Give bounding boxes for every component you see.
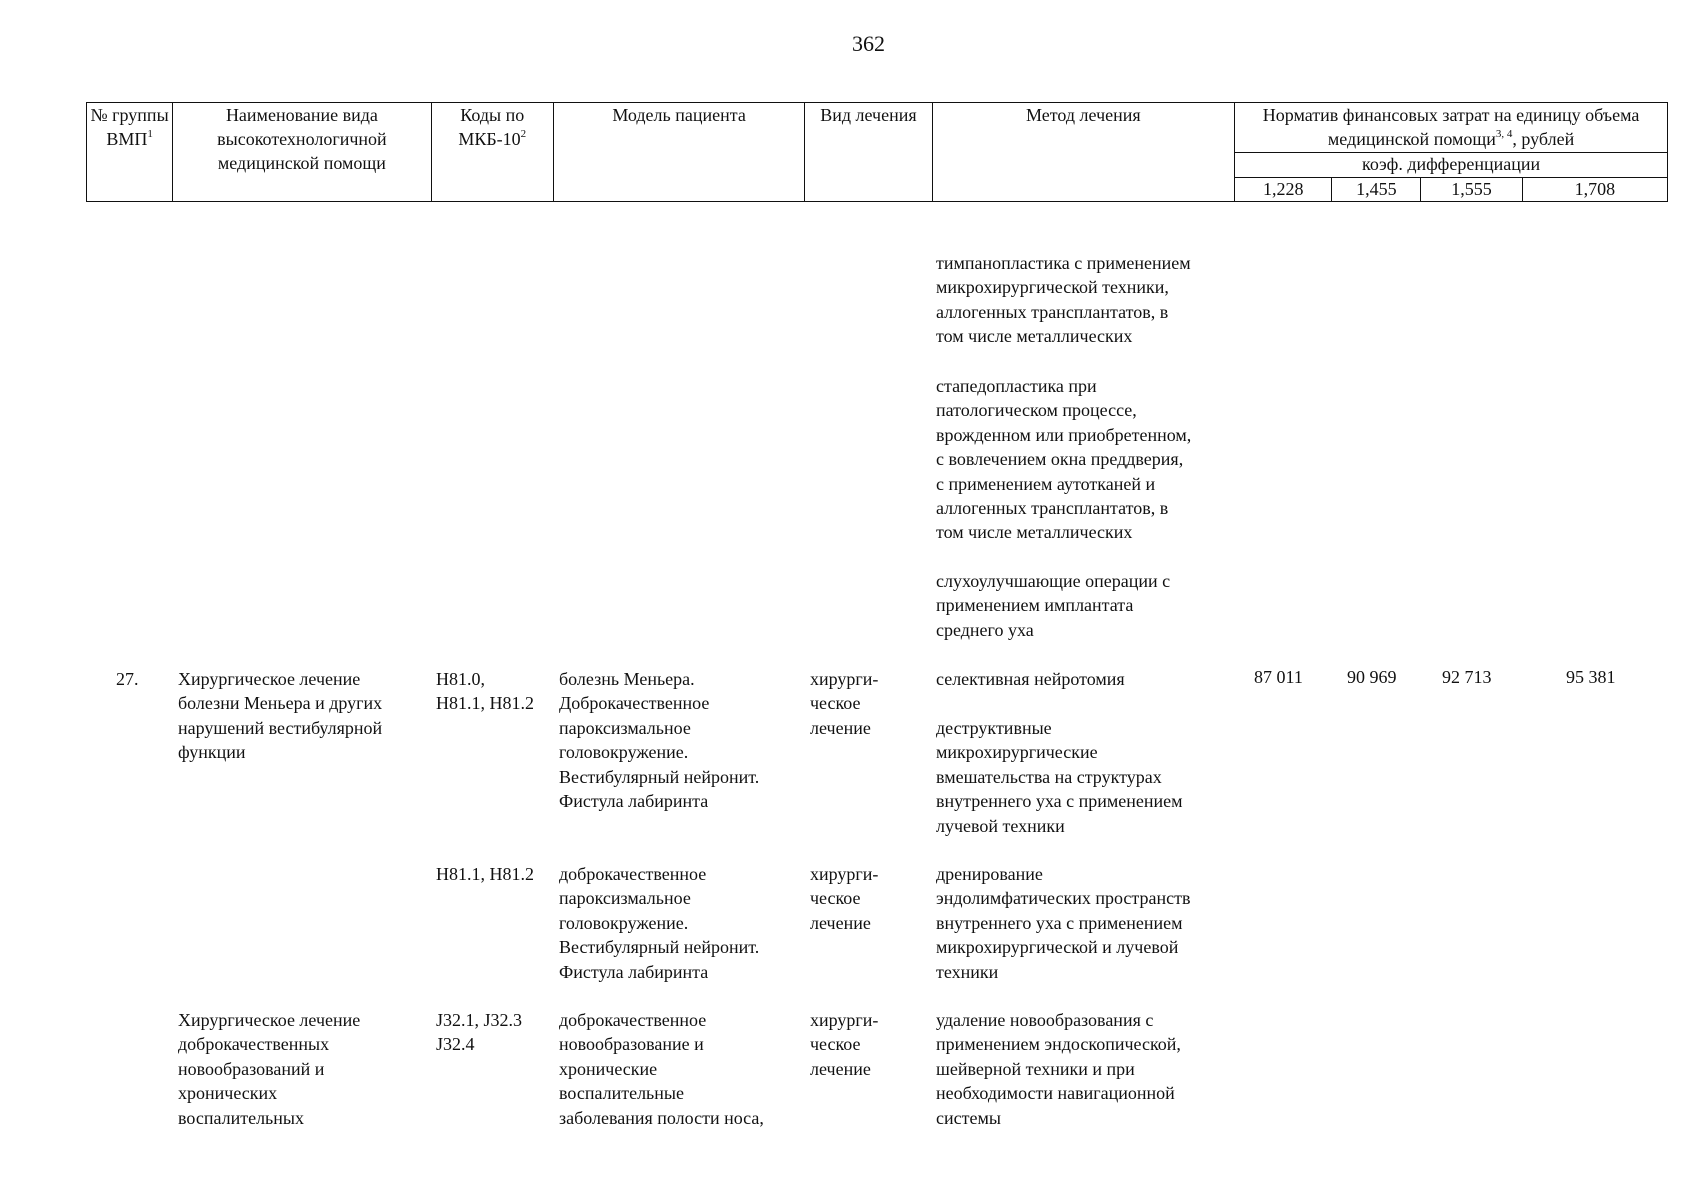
- row1-cost-4: 95 381: [1566, 667, 1616, 687]
- group-27-name: Хирургическое лечение болезни Меньера и других нарушений вестибулярной функции: [178, 669, 383, 763]
- row3-treatment: хирурги- ческое лечение: [810, 1010, 879, 1079]
- group-27-number: 27.: [116, 669, 139, 689]
- row3-method: удаление новообразования с применением эндоскопической, шейверной техники и при необходимости навигационной системы: [936, 1010, 1181, 1128]
- row1-model: болезнь Меньера. Доброкачественное пароксизмальное головокружение. Вестибулярный нейронит. Фистула лабиринта: [559, 669, 760, 812]
- header-norm: Норматив финансовых затрат на единицу объема медицинской помощи$^{3, 4}$, рублей: [1235, 103, 1668, 153]
- table-header: [86, 102, 1668, 202]
- header-treatment-type: Вид лечения: [805, 103, 932, 202]
- row1-codes: H81.0, H81.1, H81.2: [436, 669, 534, 714]
- header-method: Метод лечения: [932, 103, 1235, 202]
- row1-cost-1: 87 011: [1254, 667, 1303, 687]
- header-group-no: № группы ВМП$^1$: [87, 103, 173, 202]
- header-coef-2: 1,455: [1332, 178, 1421, 202]
- header-name: Наименование вида высокотехнологичной медицинской помощи: [173, 103, 431, 202]
- header-coef-label: коэф. дифференциации: [1235, 153, 1668, 178]
- row2-method: дренирование эндолимфатических пространств внутреннего уха с применением микрохирургической и лучевой техники: [936, 864, 1191, 982]
- header-coef-4: 1,708: [1522, 178, 1667, 202]
- header-coef-3: 1,555: [1421, 178, 1522, 202]
- header-model: Модель пациента: [553, 103, 804, 202]
- method-stapedoplasty: стапедопластика при патологическом процессе, врожденном или приобретенном, с вовлечением окна преддверия, с применением аутотканей и аллогенных трансплантатов, в том числе металлических: [936, 376, 1192, 543]
- method-hearing-implant: слухоулучшающие операции с применением имплантата среднего уха: [936, 571, 1171, 640]
- row2-model: доброкачественное пароксизмальное головокружение. Вестибулярный нейронит. Фистула лабиринта: [559, 864, 760, 982]
- header-coef-1: 1,228: [1235, 178, 1332, 202]
- row2-codes: H81.1, H81.2: [436, 864, 534, 884]
- row1-cost-3: 92 713: [1442, 667, 1492, 687]
- row2-treatment: хирурги- ческое лечение: [810, 864, 879, 933]
- row3-name: Хирургическое лечение доброкачественных новообразований и хронических воспалительных: [178, 1010, 361, 1128]
- header-codes: Коды по МКБ-$10^2$: [431, 103, 553, 202]
- row3-codes: J32.1, J32.3 J32.4: [436, 1010, 523, 1055]
- row1-method-neurotomy: селективная нейротомия: [936, 669, 1125, 689]
- row1-treatment: хирурги- ческое лечение: [810, 669, 879, 738]
- row1-method-destructive: деструктивные микрохирургические вмешательства на структурах внутреннего уха с применением лучевой техники: [936, 718, 1183, 836]
- page-number: 362: [852, 31, 885, 56]
- row1-cost-2: 90 969: [1347, 667, 1397, 687]
- method-tympanoplasty: тимпанопластика с применением микрохирургической техники, аллогенных трансплантатов, в том числе металлических: [936, 253, 1191, 347]
- row3-model: доброкачественное новообразование и хронические воспалительные заболевания полости носа,: [559, 1010, 764, 1128]
